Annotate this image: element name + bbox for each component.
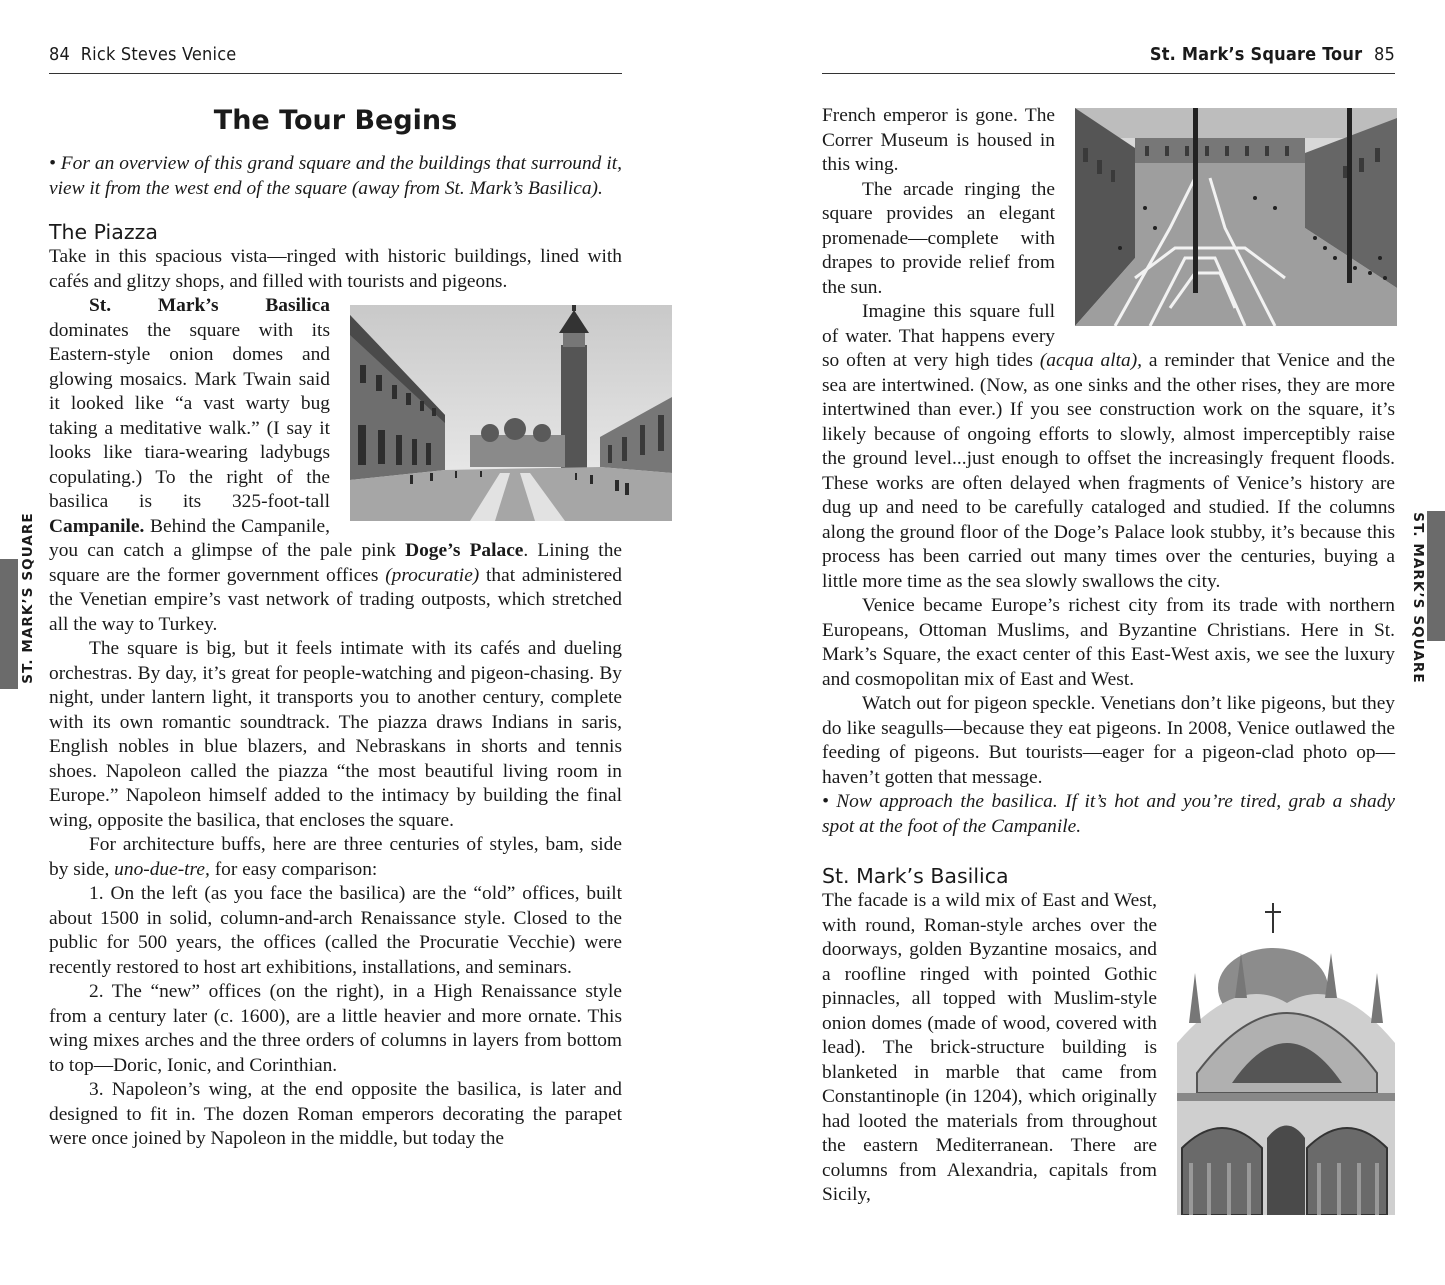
- left-side-tab-label: ST. MARK’S SQUARE: [20, 512, 36, 684]
- left-book-title: Rick Steves Venice: [80, 44, 237, 65]
- right-running-head: [1150, 44, 1395, 65]
- right-section-title: St. Mark’s Square Tour: [1149, 44, 1363, 65]
- photo-flooded-square-aerial: [1075, 108, 1397, 326]
- piazza-paragraph-1: Take in this spacious vista—ringed with historic buildings, lined with cafés and glitzy shops, and filled with tourists and pigeons.: [49, 246, 622, 292]
- piazza-paragraph-4: [49, 833, 622, 882]
- bold-campanile: Campanile.: [49, 515, 145, 537]
- italic-acqua-alta: (acqua alta),: [1039, 350, 1143, 371]
- left-side-tab-marker: [0, 559, 18, 689]
- bold-doges-palace: Doge’s Palace: [405, 540, 524, 561]
- left-text-column: [49, 104, 622, 1152]
- right-text-column: [822, 104, 1395, 1219]
- italic-uno-due-tre: uno-due-tre,: [114, 858, 210, 880]
- right-side-tab-label: ST. MARK’S SQUARE: [1410, 512, 1426, 684]
- section-title: The Tour Begins: [213, 105, 458, 136]
- right-paragraph-3: [822, 300, 1395, 594]
- style-item-1: 1. On the left (as you face the basilica) are the “old” offices, built about 1500 in solid, column-and-arch Renaissance style. Closed to the public for 500 years, the offices (called the Procuratie Vecchie) were recently restored to host art exhibitions, installations, and seminars.: [49, 883, 622, 978]
- intro-direction: • For an overview of this grand square and the buildings that surround it, view it from the west end of the square (away from St. Mark’s Basilica).: [49, 153, 622, 199]
- photo-image: [1075, 108, 1397, 326]
- left-page-number: 84: [49, 44, 71, 65]
- style-item-3: 3. Napoleon’s wing, at the end opposite the basilica, is later and designed to fit in. The dozen Roman emperors decorating the parapet were once joined by Napoleon in the middle, but today the: [49, 1079, 622, 1149]
- right-page-number: 85: [1373, 44, 1395, 65]
- text-run: that administered the Venetian empire’s vast network of trading outposts, which stretched all the way to Turkey.: [49, 564, 622, 635]
- text-run: Imagine this square full of water. That happens every so often at very high tides: [822, 301, 1055, 371]
- photo-image: [350, 305, 672, 521]
- right-paragraph-1: French emperor is gone. The Correr Museum is housed in this wing.: [822, 105, 1055, 175]
- text-run: Behind the Campanile, you can catch a glimpse of the pale pink: [49, 515, 406, 561]
- bold-st-marks-basilica: St. Mark’s Basilica: [89, 295, 330, 316]
- right-header-rule: [822, 73, 1395, 74]
- right-paragraph-4: Venice became Europe’s richest city from its trade with northern Europeans, Ottoman Muslims, and Byzantine Christians. Here in St. Mark’s Square, the exact center of this East-West axis, we see the luxury and cosmopolitan mix of East and West.: [822, 595, 1395, 690]
- right-page: [722, 0, 1445, 1285]
- piazza-paragraph-3: The square is big, but it feels intimate with its cafés and dueling orchestras. By day, it’s great for people-watching and pigeon-chasing. By night, under lantern light, it transports you to another century, complete with its own romantic soundtrack. The piazza draws Indians in saris, English nobles in blue blazers, and Nebraskans in shorts and tennis shoes. Napoleon called the piazza “the most beautiful living room in Europe.” Napoleon himself added to the intimacy by building the final wing, opposite the basilica, that encloses the square.: [49, 638, 622, 831]
- right-side-tab-marker: [1427, 511, 1445, 641]
- photo-basilica-facade: [1177, 893, 1395, 1215]
- left-page: [0, 0, 722, 1285]
- basilica-paragraph-1: The facade is a wild mix of East and West, with round, Roman-style arches over the doorways, golden Byzantine mosaics, and a roofline ringed with pointed Gothic pinnacles, all topped with Muslim-style onion domes (made of wood, covered with lead). The brick-structure building is blanketed in marble that came from Constantinople (in 1204), which originally had looted the materials from throughout the eastern Mediterranean. There are columns from Alexandria, capitals from Sicily,: [822, 890, 1157, 1205]
- piazza-heading: The Piazza: [49, 220, 158, 244]
- text-run: . Lining the square are the former government offices: [49, 540, 622, 586]
- basilica-direction: • Now approach the basilica. If it’s hot and you’re tired, grab a shady spot at the foot of the Campanile.: [822, 791, 1395, 837]
- photo-st-marks-square-campanile: [350, 305, 672, 521]
- text-run: a reminder that Venice and the sea are intertwined. (Now, as one sinks and the other rises, they are more intertwined than ever.) If you see construction work on the square, it’s likely because of ongoing efforts to slowly, almost imperceptibly raise the ground level...just enough to offset the increasingly frequent floods. These works are often delayed when fragments of Venice’s history are dug up and need to be carefully cataloged and studied. If the columns along the ground floor of the Doge’s Palace look stubby, it’s because this process has been carried out many times over the centuries, buying a little more time as the sea slowly swallows the city.: [822, 350, 1395, 592]
- text-run: for easy comparison:: [209, 858, 378, 880]
- basilica-heading: St. Mark’s Basilica: [822, 864, 1009, 888]
- left-header-rule: [49, 73, 622, 74]
- italic-procuratie: (procuratie): [385, 564, 480, 586]
- photo-image: [1177, 893, 1395, 1215]
- text-run: For architecture buffs, here are three centuries of styles, bam, side by side,: [49, 834, 622, 880]
- style-item-2: 2. The “new” offices (on the right), in a High Renaissance style from a century later (c. 1600), are a little heavier and more ornate. This wing mixes arches and the three orders of columns in layers from bottom to top—Doric, Ionic, and Corinthian.: [49, 981, 622, 1076]
- text-run: dominates the square with its Eastern-style onion domes and glowing mosaics. Mark Twain said it looked like “a vast warty bug taking a meditative walk.” (I say it looks like tiara-wearing ladybugs copulating.) To the right of the basilica is its 325-foot-tall: [49, 319, 330, 512]
- left-running-head: [49, 44, 236, 65]
- right-paragraph-5: Watch out for pigeon speckle. Venetians don’t like pigeons, but they do like seagulls—because they eat pigeons. In 2008, Venice outlawed the feeding of pigeons. But tourists—eager for a pigeon-clad photo op—haven’t gotten that message.: [822, 693, 1395, 788]
- right-paragraph-2: The arcade ringing the square provides an elegant promenade—complete with drapes to provide relief from the sun.: [822, 178, 1055, 298]
